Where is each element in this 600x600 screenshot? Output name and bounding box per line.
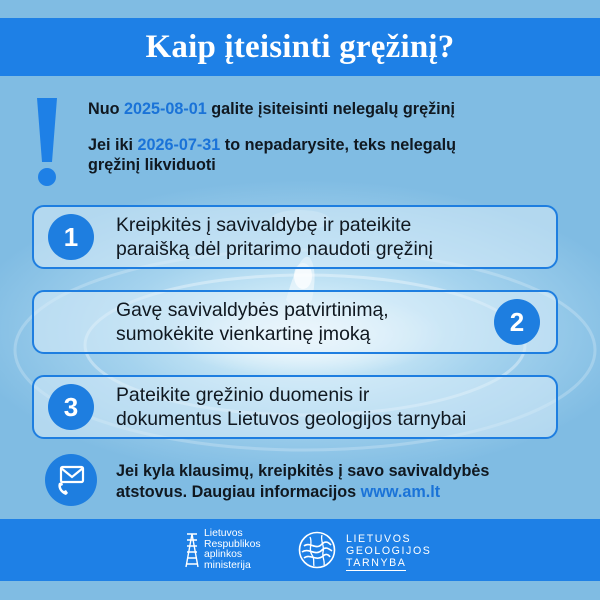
step-2-number: 2 — [494, 299, 540, 345]
step-1-text: Kreipkitės į savivaldybę ir pateikite paraišką dėl pritarimo naudoti gręžinį — [116, 214, 433, 260]
step-1-card — [32, 205, 558, 269]
website-link[interactable]: www.am.lt — [360, 483, 441, 501]
step-2-card — [32, 290, 558, 354]
notice-start: Nuo 2025-08-01 galite įsiteisinti nelegalų gręžinį — [88, 100, 456, 118]
geology-service-logo-icon — [298, 531, 336, 569]
ministry-logo-icon — [184, 532, 200, 568]
step-2-text: Gavę savivaldybės patvirtinimą, sumokėkite vienkartinę įmoką — [116, 299, 389, 345]
page-title: Kaip įteisinti gręžinį? — [145, 28, 455, 65]
deadline-notice — [88, 99, 568, 175]
mail-phone-icon — [45, 454, 97, 506]
footer-bar — [0, 519, 600, 581]
ministry-name: Lietuvos Respublikos aplinkos ministerija — [204, 528, 261, 571]
exclamation-icon — [34, 96, 60, 188]
geology-service-name: LIETUVOS GEOLOGIJOS TARNYBA — [346, 533, 432, 569]
step-1-number: 1 — [48, 214, 94, 260]
deadline-date: 2026-07-31 — [137, 136, 221, 154]
step-3-card — [32, 375, 558, 439]
start-date: 2025-08-01 — [123, 100, 207, 118]
title-banner — [0, 18, 600, 76]
contact-info: Jei kyla klausimų, kreipkitės į savo savivaldybės atstovus. Daugiau informacijos www.am.lt — [116, 462, 490, 501]
step-3-text: Pateikite gręžinio duomenis ir dokumentus Lietuvos geologijos tarnybai — [116, 384, 467, 430]
step-3-number: 3 — [48, 384, 94, 430]
notice-deadline: Jei iki 2026-07-31 to nepadarysite, teks nelegalų gręžinį likviduoti — [88, 136, 457, 174]
